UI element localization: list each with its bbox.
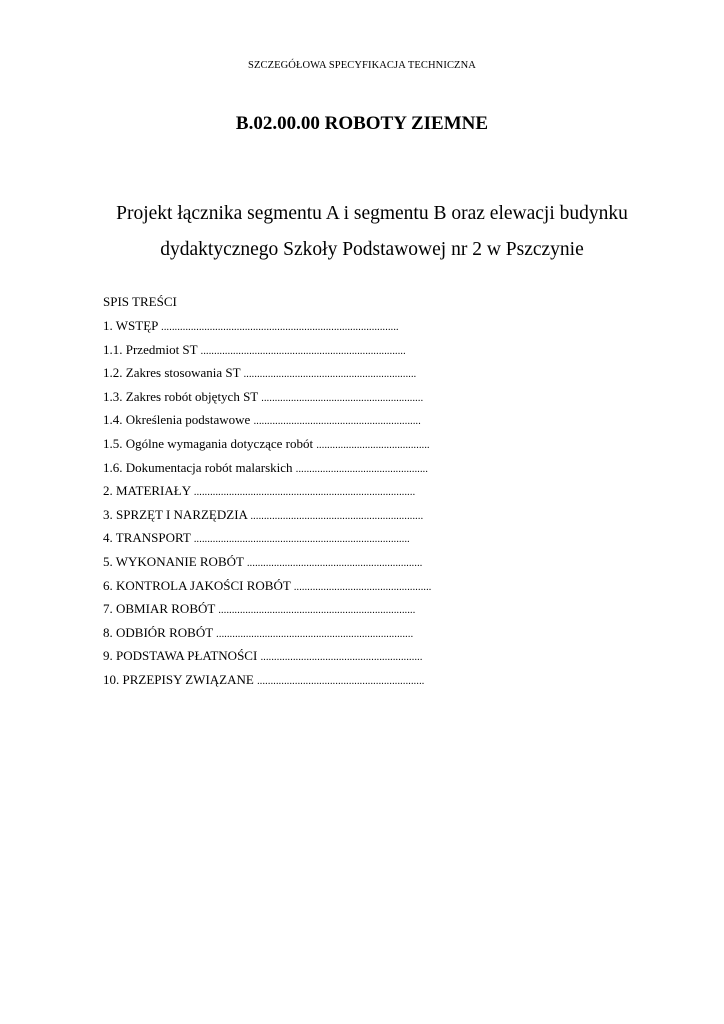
project-title-line-2: dydaktycznego Szkoły Podstawowej nr 2 w Pszczynie	[160, 239, 584, 260]
toc-entry-label: 3. SPRZĘT I NARZĘDZIA	[103, 506, 248, 522]
toc-dot-leader: ...................................................	[293, 581, 432, 593]
toc-dot-leader: .........................................................................	[218, 605, 416, 617]
toc-entry-1-2	[103, 365, 432, 389]
toc-entry-1-6	[103, 460, 432, 484]
toc-entry-1	[103, 318, 432, 342]
toc-dot-leader: ..........................................	[316, 439, 430, 451]
toc-dot-leader: ............................................................................	[200, 345, 406, 357]
toc-entry-1-1	[103, 342, 432, 366]
table-of-contents	[103, 318, 432, 696]
toc-dot-leader: ............................................................	[260, 652, 423, 664]
toc-dot-leader: ................................................................	[243, 369, 417, 381]
toc-dot-leader: ..............................................................	[253, 416, 421, 428]
toc-entry-2	[103, 483, 432, 507]
toc-entry-label: 1. WSTĘP	[103, 318, 158, 333]
toc-entry-label: 6. KONTROLA JAKOŚCI ROBÓT	[103, 577, 291, 593]
toc-entry-6	[103, 578, 432, 602]
project-title-line-1: Projekt łącznika segmentu A i segmentu B oraz elewacji budynku	[116, 203, 628, 224]
toc-dot-leader: ..................................................................................	[193, 487, 416, 499]
toc-dot-leader: .................................................................	[246, 557, 423, 569]
toc-entry-label: 5. WYKONANIE ROBÓT	[103, 553, 244, 569]
toc-dot-leader: ........................................................................................	[161, 322, 399, 333]
toc-dot-leader: .........................................................................	[216, 628, 414, 640]
document-title: B.02.00.00 ROBOTY ZIEMNE	[235, 113, 489, 134]
toc-entry-label: 1.1. Przedmiot ST	[103, 341, 198, 357]
toc-entry-label: 9. PODSTAWA PŁATNOŚCI	[103, 648, 258, 664]
toc-entry-label: 1.6. Dokumentacja robót malarskich	[103, 459, 293, 475]
toc-entry-label: 1.5. Ogólne wymagania dotyczące robót	[103, 435, 314, 451]
toc-entry-9	[103, 648, 432, 672]
toc-entry-1-4	[103, 412, 432, 436]
toc-dot-leader: ..............................................................	[257, 675, 425, 687]
toc-dot-leader: ................................................................	[250, 510, 424, 522]
toc-dot-leader: .................................................	[295, 463, 429, 475]
toc-entry-label: 2. MATERIAŁY	[103, 483, 191, 499]
toc-entry-label: 7. OBMIAR ROBÓT	[103, 601, 216, 617]
toc-entry-7	[103, 601, 432, 625]
toc-entry-label: 8. ODBIÓR ROBÓT	[103, 624, 213, 640]
toc-entry-10	[103, 672, 432, 696]
toc-entry-label: 1.2. Zakres stosowania ST	[103, 365, 241, 381]
toc-entry-label: 4. TRANSPORT	[103, 530, 191, 546]
toc-entry-5	[103, 554, 432, 578]
running-header: SZCZEGÓŁOWA SPECYFIKACJA TECHNICZNA	[248, 60, 476, 71]
toc-entry-label: 1.4. Określenia podstawowe	[103, 412, 251, 428]
toc-entry-1-3	[103, 389, 432, 413]
toc-entry-label: 1.3. Zakres robót objętych ST	[103, 388, 259, 404]
toc-entry-label: 10. PRZEPISY ZWIĄZANE	[103, 671, 254, 687]
toc-entry-8	[103, 625, 432, 649]
toc-entry-4	[103, 530, 432, 554]
toc-dot-leader: ............................................................	[261, 392, 424, 404]
toc-heading: SPIS TREŚCI	[103, 294, 177, 309]
toc-entry-3	[103, 507, 432, 531]
toc-dot-leader: ................................................................................	[193, 534, 410, 546]
toc-entry-1-5	[103, 436, 432, 460]
